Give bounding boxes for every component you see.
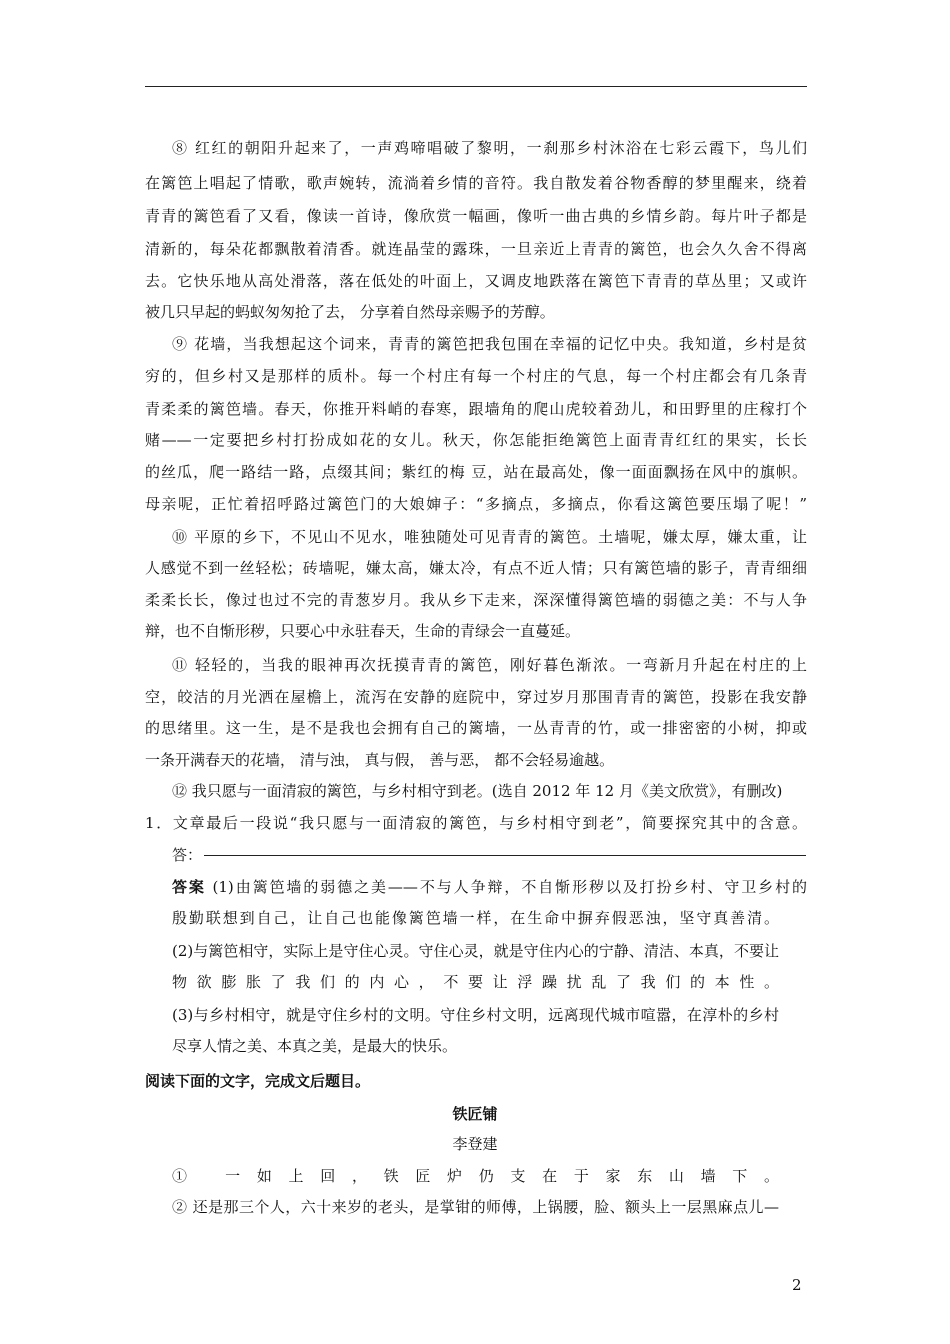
text-line: 青青的篱笆看了又看，像读一首诗，像欣赏一幅画，像听一曲古典的乡情乡韵。每片叶子都是 — [145, 207, 807, 225]
text-line: 在篱笆上唱起了情歌，歌声婉转，流淌着乡情的音符。我自散发着谷物香醇的梦里醒来，绕着 — [145, 174, 807, 192]
text-line: 母亲呢，正忙着招呼路过篱笆门的大娘婶子：“多摘点，多摘点，你看这篱笆要压塌了呢！” — [145, 495, 807, 513]
page-number: 2 — [792, 1276, 802, 1294]
text-line: (2)与篱笆相守，实际上是守住心灵。守住心灵，就是守住内心的宁静、清洁、本真，不要让 — [172, 942, 779, 960]
text-line: ⑫ 我只愿与一面清寂的篱笆，与乡村相守到老。(选自 2012 年 12 月《美文欣赏》，有删改) — [172, 782, 783, 800]
text-line: 物欲膨胀了我们的内心，不要让浮躁扰乱了我们的本性。 — [172, 973, 779, 991]
text-line: (3)与乡村相守，就是守住乡村的文明。守住乡村文明，远离现代城市喧嚣，在淳朴的乡村 — [172, 1006, 779, 1024]
header-rule — [145, 86, 807, 87]
text-line: 清新的，每朵花都飘散着清香。就连晶莹的露珠，一旦亲近上青青的篱笆，也会久久舍不得离 — [145, 240, 807, 258]
text-line: 青柔柔的篱笆墙。春天，你推开料峭的春寒，跟墙角的爬山虎较着劲儿，和田野里的庄稼打个 — [145, 400, 807, 418]
answer-text: (1)由篱笆墙的弱德之美——不与人争辩，不自惭形秽以及打扮乡村、守卫乡村的 — [205, 878, 807, 896]
text-line: 一条开满春天的花墙， 清与浊， 真与假， 善与恶， 都不会轻易逾越。 — [145, 751, 615, 769]
text-line: 阅读下面的文字，完成文后题目。 — [145, 1072, 371, 1090]
answer-blank-line[interactable] — [204, 855, 806, 856]
text-line: ① 一如上回，铁匠炉仍支在于家东山墙下。 — [172, 1167, 779, 1185]
text-line: 赌——一定要把乡村打扮成如花的女儿。秋天，你怎能拒绝篱笆上面青青红红的果实，长长 — [145, 431, 807, 449]
text-line: 辩，也不自惭形秽，只要心中永驻春天，生命的青绿会一直蔓延。 — [145, 622, 581, 640]
text-line: 人感觉不到一丝轻松；砖墙呢，嫌太高，嫌太冷，有点不近人情；只有篱笆墙的影子，青青细细 — [145, 559, 807, 577]
text-line: ⑪ 轻轻的，当我的眼神再次抚摸青青的篱笆，刚好暮色渐浓。一弯新月升起在村庄的上 — [172, 656, 807, 674]
text-line: 穷的，但乡村又是那样的质朴。每一个村庄有每一个村庄的气息，每一个村庄都会有几条青 — [145, 367, 807, 385]
text-line: 答： — [172, 846, 203, 864]
text-line: 去。它快乐地从高处滑落，落在低处的叶面上，又调皮地跌落在篱笆下青青的草丛里；又或许 — [145, 272, 807, 290]
text-line: ⑩ 平原的乡下，不见山不见水，唯独随处可见青青的篱笆。土墙呢，嫌太厚，嫌太重，让 — [172, 528, 807, 546]
text-line: 的思绪里。这一生，是不是我也会拥有自己的篱墙，一丛青青的竹，或一排密密的小树，抑或 — [145, 719, 807, 737]
text-line: ⑨ 花墙，当我想起这个词来，青青的篱笆把我包围在幸福的记忆中央。我知道，乡村是贫 — [172, 335, 807, 353]
answer-label: 答案 — [172, 878, 206, 896]
article-author: 李登建 — [452, 1135, 498, 1153]
text-line: 殷勤联想到自己，让自己也能像篱笆墙一样，在生命中摒弃假恶浊，坚守真善清。 — [172, 909, 779, 927]
text-line: 尽享人情之美、本真之美，是最大的快乐。 — [172, 1037, 458, 1055]
text-line: ② 还是那三个人，六十来岁的老头，是掌钳的师傅，上锅腰，脸、额头上一层黑麻点儿— — [172, 1198, 779, 1216]
text-line: ⑧ 红红的朝阳升起来了，一声鸡啼唱破了黎明，一刹那乡村沐浴在七彩云霞下，鸟儿们 — [172, 139, 807, 157]
text-line: 1．文章最后一段说“我只愿与一面清寂的篱笆，与乡村相守到老”，简要探究其中的含意。 — [145, 814, 807, 832]
article-title: 铁匠铺 — [452, 1105, 498, 1123]
text-line: 的丝瓜，爬一路结一路，点缀其间；紫红的梅 豆，站在最高处，像一面面飘扬在风中的旗帜。 — [145, 463, 807, 481]
text-line: 被几只早起的蚂蚁匆匆抢了去， 分享着自然母亲赐予的芳醇。 — [145, 303, 555, 321]
text-line: 空，皎洁的月光洒在屋檐上，流泻在安静的庭院中，穿过岁月那围青青的篱笆，投影在我安静 — [145, 688, 807, 706]
text-line: 柔柔长长，像过也过不完的青葱岁月。我从乡下走来，深深懂得篱笆墙的弱德之美：不与人争 — [145, 591, 807, 609]
text-line — [172, 877, 807, 897]
